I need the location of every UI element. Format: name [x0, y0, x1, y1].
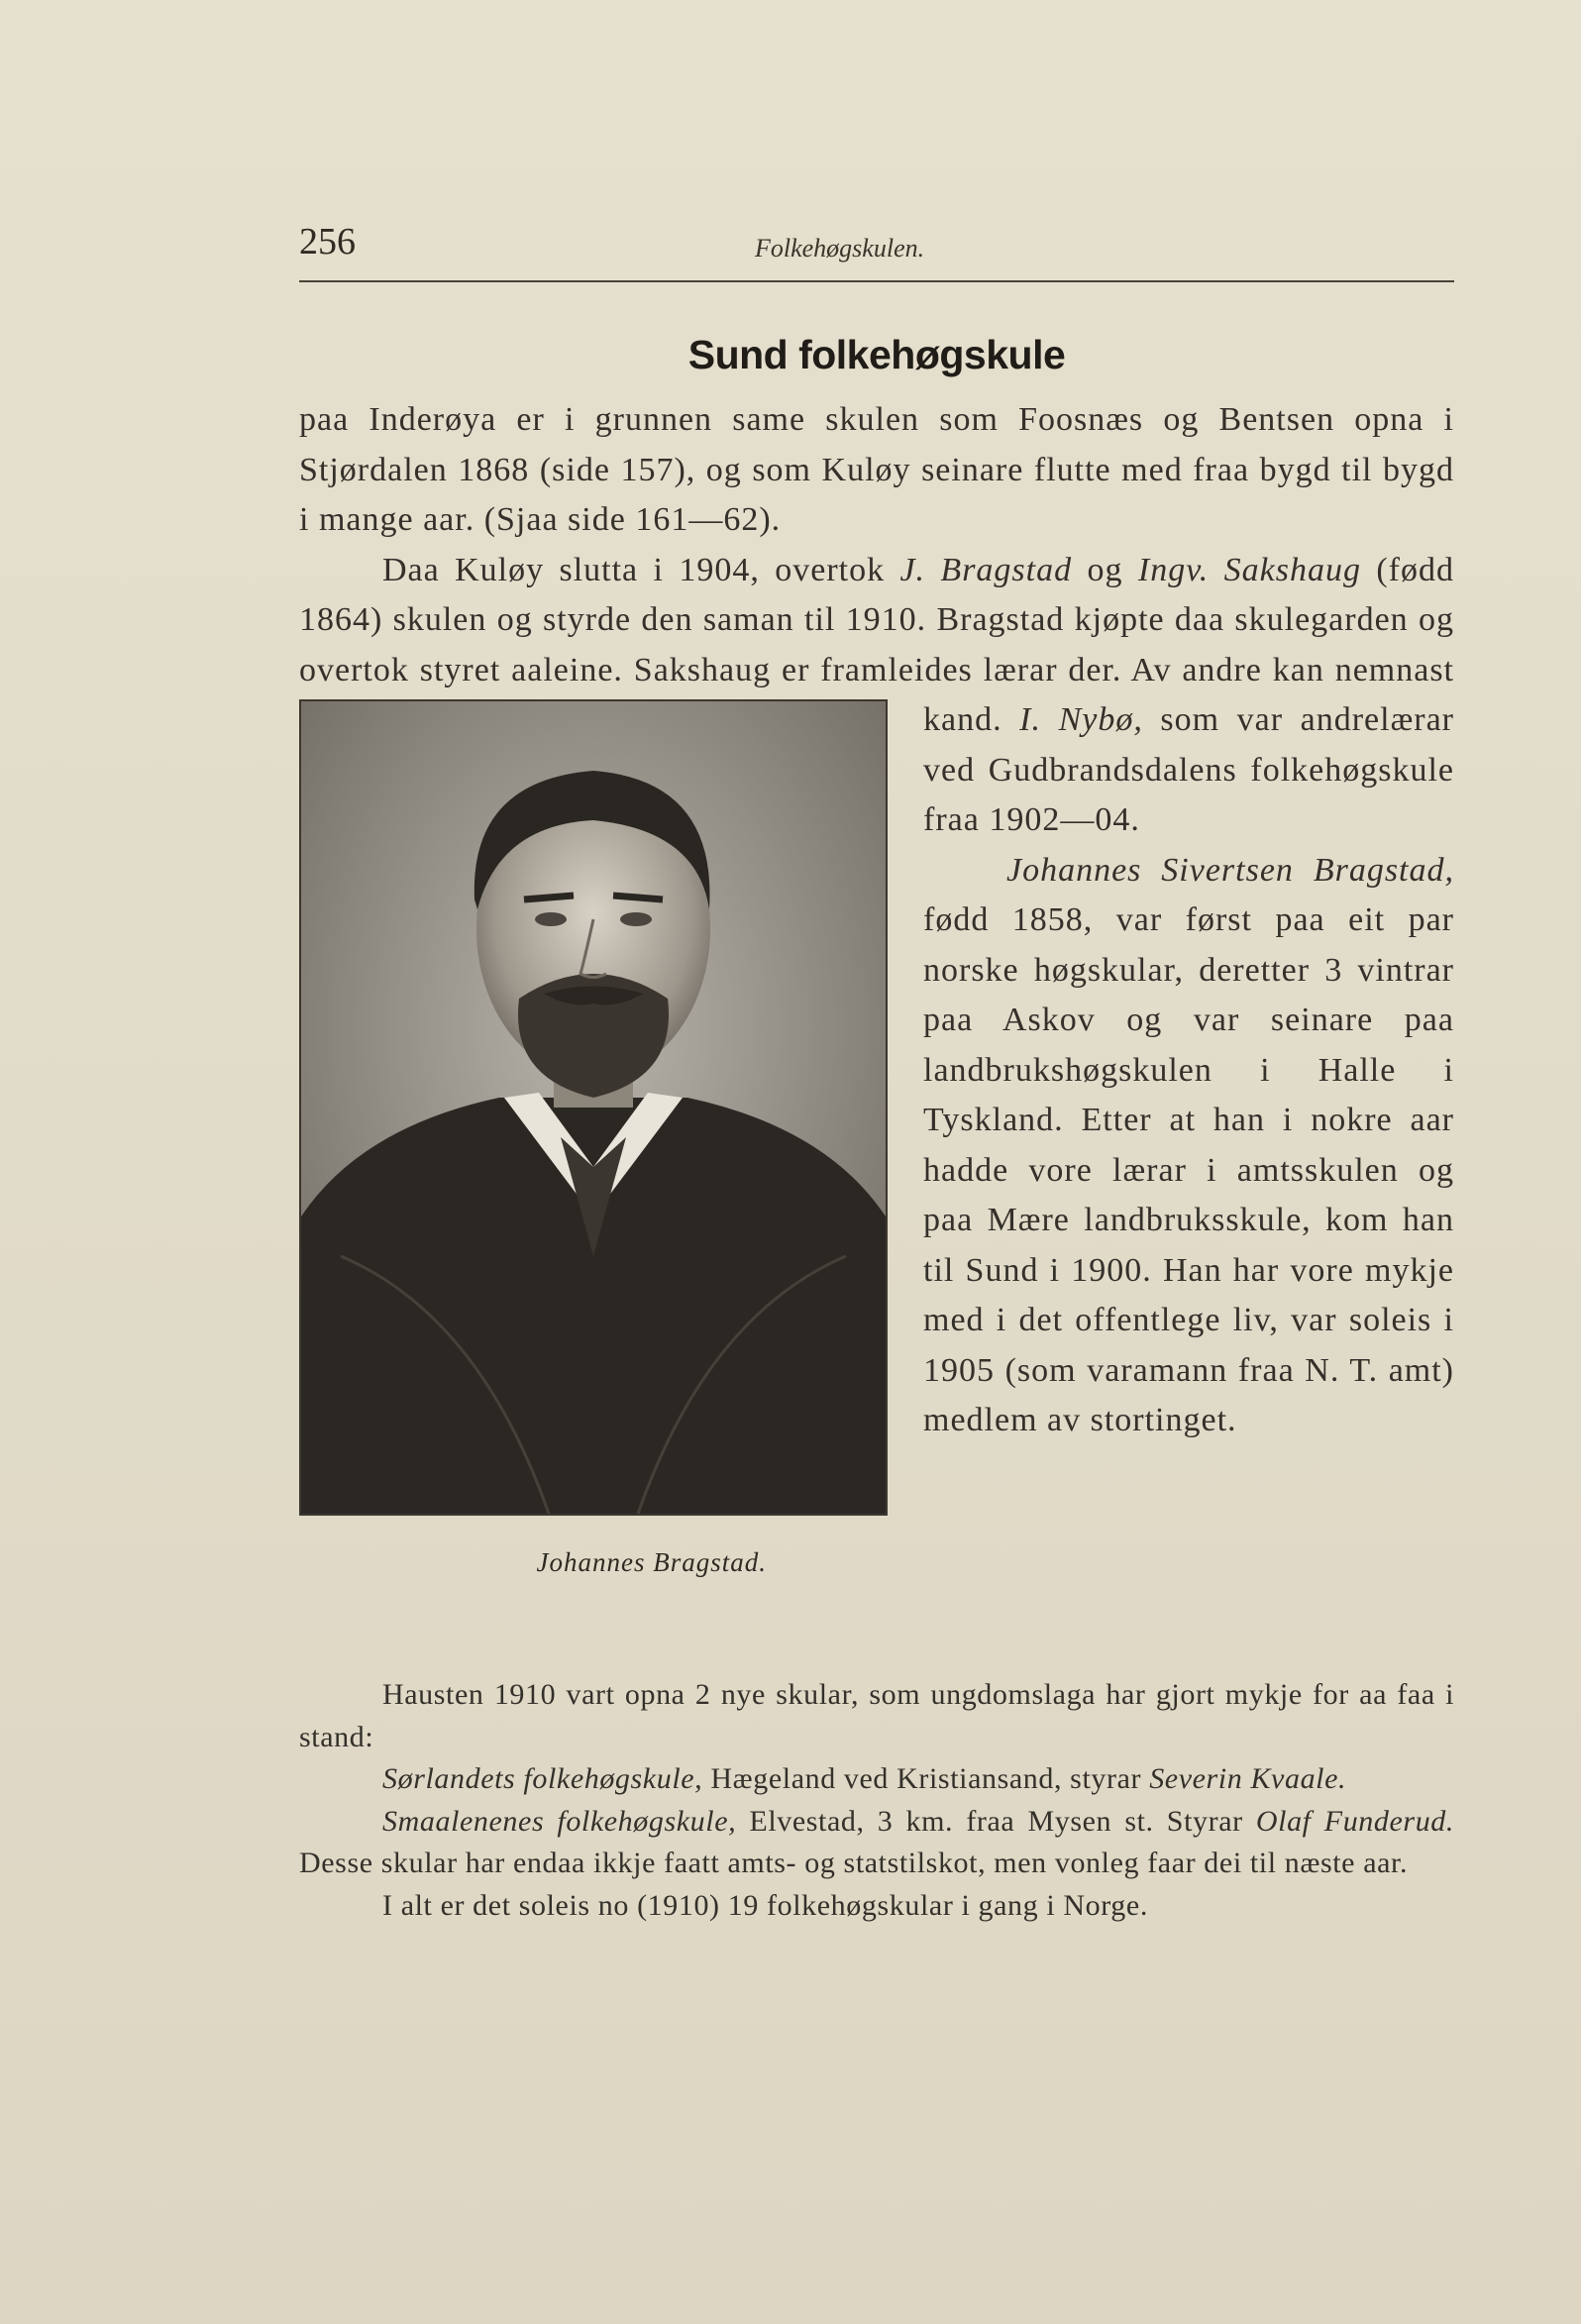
head-funderud: Olaf Funderud. [1255, 1804, 1454, 1838]
new-schools-section [299, 1674, 1454, 1927]
page-number: 256 [299, 221, 356, 263]
header-rule [299, 280, 1454, 282]
smaalenene-text-b: Desse skular har endaa ikkje faatt amts- og statstilskot, men vonleg faar dei til næste aar. [299, 1847, 1409, 1879]
body-text [299, 395, 1455, 1577]
name-bragstad: J. Bragstad [899, 551, 1073, 588]
paragraph-intro: paa Inderøya er i grunnen same skulen som Foosnæs og Bentsen opna i Stjørdalen 1868 (side 157), og som Kuløy seinare flutte med fraa bygd til bygd i mange aar. (Sjaa side 161—62). [299, 401, 1454, 538]
portrait-caption: Johannes Bragstad. [536, 1547, 767, 1577]
section-title: Sund folkehøgskule [687, 332, 1066, 377]
history-text-c: (fødd 1864) skulen og styrde den saman til 1910. Bragstad kjøpte daa skulegarden og overtok styret aaleine. Sakshaug er framleides lærar der. Av andre kan nemnast kand. [299, 551, 1455, 738]
history-text-b: og [1072, 551, 1138, 588]
name-sakshaug: Ingv. Sakshaug [1137, 551, 1361, 588]
paragraph-new-schools: Hausten 1910 vart opna 2 nye skular, som ungdomslaga har gjort mykje for aa faa i stand: [299, 1678, 1454, 1753]
portrait-figure [299, 699, 894, 1650]
paragraph-total: I alt er det soleis no (1910) 19 folkehøgskular i gang i Norge. [382, 1888, 1148, 1922]
portrait-photo-icon [299, 699, 888, 1516]
running-head [299, 220, 1454, 279]
history-text-a: Daa Kuløy slutta i 1904, overtok [382, 551, 900, 588]
running-title: Folkehøgskulen. [755, 234, 925, 263]
portrait-illustration [301, 701, 886, 1514]
sorlandet-text: Hægeland ved Kristiansand, styrar [702, 1762, 1150, 1795]
smaalenene-text-a: Elvestad, 3 km. fraa Mysen st. Styrar [736, 1804, 1256, 1838]
history-text-d: som var andrelærar ved Gudbrandsdalens folkehøgskule fraa 1902—04. [923, 701, 1455, 838]
biography-text: fødd 1858, var først paa eit par norske høgskular, deretter 3 vintrar paa Askov og var seinare paa landbrukshøgskulen i Halle i Tyskland. Etter at han i nokre aar hadde vore lærar i amtsskulen og paa Mære landbruksskule, kom han til Sund i 1900. Han har vore mykje med i det offentlege liv, var soleis i 1905 (som varamann fraa N. T. amt) medlem av stortinget. [923, 901, 1454, 1438]
paragraph-sorlandet [299, 1758, 1454, 1801]
school-smaalenene: Smaalenenes folkehøgskule, [382, 1804, 737, 1838]
name-johannes-bragstad: Johannes Sivertsen Bragstad, [1006, 851, 1454, 889]
paragraph-smaalenene [299, 1801, 1454, 1885]
page-content [299, 322, 1454, 1927]
school-sorlandet: Sørlandets folkehøgskule, [382, 1762, 703, 1795]
name-nybo: I. Nybø, [1019, 701, 1143, 738]
head-kvaale: Severin Kvaale. [1149, 1762, 1347, 1795]
